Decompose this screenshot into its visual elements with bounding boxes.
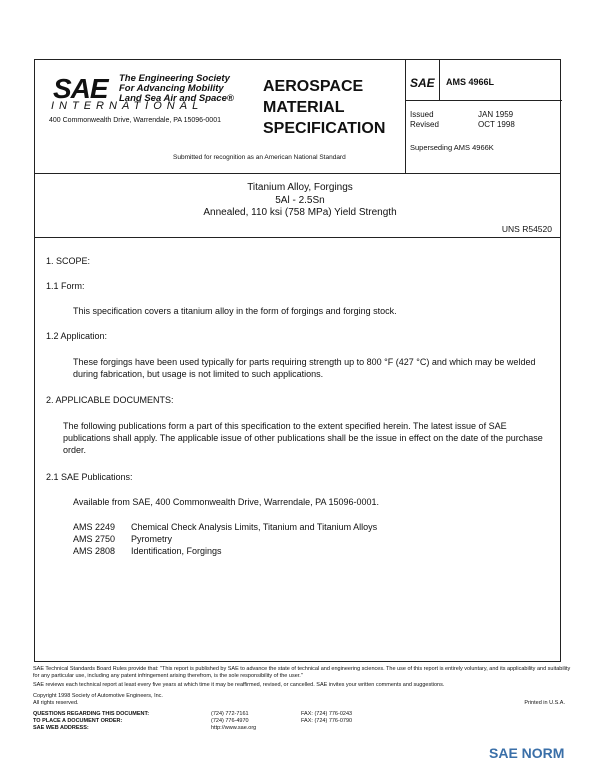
sae-norm-watermark: SAE NORM xyxy=(489,745,565,761)
section-2-1-heading: 2.1 SAE Publications: xyxy=(46,472,133,482)
footer-disclaimer: SAE Technical Standards Board Rules provide that: "This report is published by SAE to advance the state of technical and engineering sciences. The use of this report is entirely voluntary, and its applicability and suitability for any particular use, including any patent infringement arising therefrom, is the sole responsibility of the user." xyxy=(33,666,571,679)
doc-type-title: AEROSPACE MATERIAL SPECIFICATION xyxy=(263,78,386,137)
copyright: Copyright 1998 Society of Automotive Engineers, Inc. xyxy=(33,693,163,699)
reference-row: AMS 2750 Pyrometry xyxy=(73,534,173,544)
submitted-note: Submitted for recognition as an American National Standard xyxy=(173,154,346,161)
section-1-1-heading: 1.1 Form: xyxy=(46,281,85,291)
section-2-1-text: Available from SAE, 400 Commonwealth Drive, Warrendale, PA 15096-0001. xyxy=(73,497,379,507)
sae-address: 400 Commonwealth Drive, Warrendale, PA 15096-0001 xyxy=(49,117,221,124)
society-tagline: The Engineering Society For Advancing Mobility Land Sea Air and Space® xyxy=(119,73,234,104)
superseding-note: Superseding AMS 4966K xyxy=(410,143,494,152)
section-2-text: The following publications form a part of this specification to the extent specified herein. The latest issue of SAE publications shall apply. The applicable issue of other publications shall be the issue in effect on the date of the purchase order. xyxy=(63,421,543,455)
sae-web-link[interactable]: http://www.sae.org xyxy=(211,725,257,731)
sae-small-logo: SAE xyxy=(410,76,435,90)
reference-row: AMS 2249 Chemical Check Analysis Limits, Titanium and Titanium Alloys xyxy=(73,522,378,532)
revised-row: Revised OCT 1998 xyxy=(410,120,515,129)
header-right xyxy=(406,60,562,173)
ams-number: AMS 4966L xyxy=(446,77,495,87)
header-left xyxy=(35,60,405,173)
section-2-heading: 2. APPLICABLE DOCUMENTS: xyxy=(46,395,174,405)
rights-note: All rights reserved. xyxy=(33,700,79,706)
section-1-2-text: These forgings have been used typically for parts requiring strength up to 800 °F (427 °C) and which may be welded during fabrication, but usage is not limited to such applications. xyxy=(73,357,536,379)
uns-number: UNS R54520 xyxy=(501,224,552,234)
footer-review-note: SAE reviews each technical report at least every five years at which time it may be reaffirmed, revised, or cancelled. SAE invites your written comments and suggestions. xyxy=(33,682,445,688)
material-title: Titanium Alloy, Forgings 5Al - 2.5Sn Annealed, 110 ksi (758 MPa) Yield Strength xyxy=(203,182,397,218)
section-1-heading: 1. SCOPE: xyxy=(46,256,91,266)
printed-note: Printed in U.S.A. xyxy=(524,700,565,706)
sae-logo: SAE xyxy=(53,73,108,104)
contact-block: QUESTIONS REGARDING THIS DOCUMENT: (724) 772-7161 FAX: (724) 776-0243 TO PLACE A DOCUMENT ORDER: (724) 776-4970 FAX: (724) 776-0790 SAE WEB ADDRESS: http://www.sae.org xyxy=(33,711,353,731)
section-1-1-text: This specification covers a titanium alloy in the form of forgings and forging stock. xyxy=(73,306,397,316)
international-label: INTERNATIONAL xyxy=(51,100,204,112)
reference-row: AMS 2808 Identification, Forgings xyxy=(73,546,222,556)
footer xyxy=(33,666,573,733)
issued-row: Issued JAN 1959 xyxy=(410,110,514,119)
section-1-2-heading: 1.2 Application: xyxy=(46,331,108,341)
